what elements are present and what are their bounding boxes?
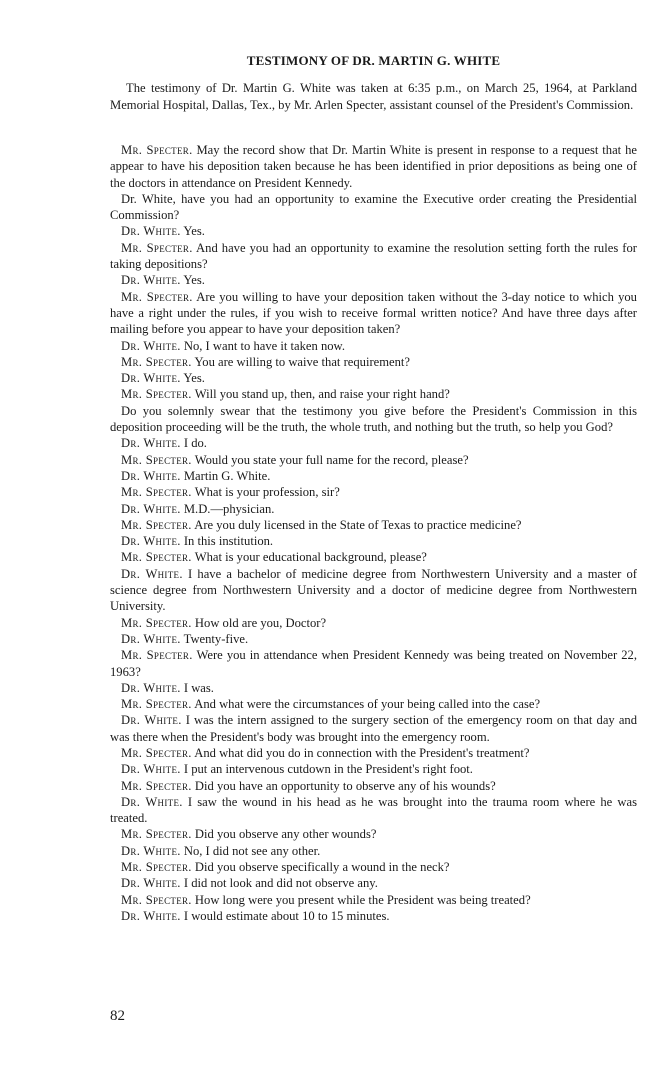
- speech-text: And what did you do in connection with the President's treatment?: [194, 745, 530, 760]
- testimony-paragraph: [110, 289, 637, 338]
- speech-text: How long were you present while the President was being treated?: [194, 892, 531, 907]
- speech-text: Yes.: [183, 224, 205, 239]
- testimony-paragraph: [110, 859, 637, 875]
- speech-text: What is your profession, sir?: [194, 485, 340, 500]
- testimony-paragraph: [110, 566, 637, 615]
- testimony-paragraph: [110, 240, 637, 273]
- speaker-name: Mr. Specter.: [121, 648, 193, 663]
- speech-text: I saw the wound in his head as he was brought into the trauma room where he was treated.: [110, 794, 637, 826]
- speaker-name: Dr. White.: [121, 566, 183, 581]
- testimony-paragraph: [110, 468, 637, 484]
- testimony-paragraph: [110, 354, 637, 370]
- testimony-paragraph: [110, 794, 637, 827]
- speaker-name: Dr. White.: [121, 713, 182, 728]
- speech-text: I do.: [183, 436, 207, 451]
- speaker-name: Dr. White.: [121, 338, 181, 353]
- speech-text: I did not look and did not observe any.: [183, 876, 378, 891]
- speaker-name: Mr. Specter.: [121, 615, 192, 630]
- testimony-paragraph: [110, 484, 637, 500]
- page-title: TESTIMONY OF DR. MARTIN G. WHITE: [246, 53, 501, 68]
- speaker-name: Dr. White.: [121, 843, 181, 858]
- speaker-name: Dr. White.: [121, 371, 181, 386]
- testimony-paragraph: [110, 338, 637, 354]
- testimony-paragraph: [110, 826, 637, 842]
- speech-text: Were you in attendance when President Kennedy was being treated on November 22, 1963?: [110, 648, 637, 679]
- speaker-name: Mr. Specter.: [121, 354, 192, 369]
- speaker-name: Mr. Specter.: [121, 778, 192, 793]
- speech-text: What is your educational background, please?: [194, 550, 427, 565]
- speech-text: Would you state your full name for the record, please?: [194, 452, 469, 467]
- speech-text: And what were the circumstances of your being called into the case?: [194, 697, 541, 712]
- testimony-paragraph: [110, 517, 637, 533]
- testimony-paragraph: [110, 875, 637, 891]
- testimony-paragraph: [110, 843, 637, 859]
- speaker-name: Dr. White.: [121, 224, 181, 239]
- testimony-paragraph: [110, 370, 637, 386]
- speech-text: Did you observe any other wounds?: [194, 827, 377, 842]
- testimony-paragraph: [110, 712, 637, 745]
- page-number: 82: [110, 1008, 125, 1024]
- testimony-paragraph: [110, 452, 637, 468]
- intro-paragraph: The testimony of Dr. Martin G. White was taken at 6:35 p.m., on March 25, 1964, at Parkland Memorial Hospital, Dallas, Tex., by Mr. Arlen Specter, assistant counsel of the President's Commission.: [110, 81, 637, 112]
- testimony-paragraph: [110, 647, 637, 680]
- speech-text: May the record show that Dr. Martin White is present in response to a request that he appear to have his deposition taken because he has been identified in prior depositions as being one of the doctors in attendance on President Kennedy.: [110, 143, 637, 190]
- speaker-name: Dr. White.: [121, 908, 181, 923]
- testimony-paragraph: [110, 272, 637, 288]
- speaker-name: Dr. White.: [121, 273, 181, 288]
- testimony-paragraph: [110, 680, 637, 696]
- speaker-name: Mr. Specter.: [121, 289, 193, 304]
- testimony-paragraph: [110, 403, 637, 436]
- speaker-name: Mr. Specter.: [121, 827, 192, 842]
- speaker-name: Mr. Specter.: [121, 387, 192, 402]
- speaker-name: Dr. White.: [121, 436, 181, 451]
- speech-text: Yes.: [183, 273, 205, 288]
- testimony-paragraph: [110, 533, 637, 549]
- speech-text: I was.: [183, 680, 214, 695]
- testimony-paragraph: [110, 615, 637, 631]
- speaker-name: Dr. White.: [121, 501, 181, 516]
- testimony-paragraph: [110, 435, 637, 451]
- speaker-name: Mr. Specter.: [121, 240, 193, 255]
- speaker-name: Dr. White.: [121, 794, 183, 809]
- speaker-name: Dr. White.: [121, 534, 181, 549]
- speaker-name: Mr. Specter.: [121, 860, 192, 875]
- testimony-paragraph: [110, 778, 637, 794]
- testimony-paragraph: [110, 631, 637, 647]
- testimony-paragraph: [110, 223, 637, 239]
- speech-text: Martin G. White.: [183, 468, 271, 483]
- testimony-paragraph: [110, 745, 637, 761]
- speech-text: Will you stand up, then, and raise your right hand?: [194, 387, 450, 402]
- speaker-name: Mr. Specter.: [121, 485, 192, 500]
- testimony-paragraph: [110, 908, 637, 924]
- testimony-paragraph: [110, 191, 637, 224]
- speaker-name: Mr. Specter.: [121, 517, 192, 532]
- speaker-name: Dr. White.: [121, 876, 181, 891]
- testimony-paragraph: [110, 696, 637, 712]
- speech-text: Twenty-five.: [183, 631, 249, 646]
- speaker-name: Mr. Specter.: [121, 892, 192, 907]
- speech-text: Are you duly licensed in the State of Texas to practice medicine?: [194, 517, 522, 532]
- speaker-name: Dr. White.: [121, 680, 181, 695]
- speaker-name: Mr. Specter.: [121, 452, 192, 467]
- testimony-paragraph: [110, 501, 637, 517]
- speaker-name: Mr. Specter.: [121, 143, 193, 157]
- speech-text: Dr. White, have you had an opportunity to examine the Executive order creating the Presidential Commission?: [110, 191, 637, 223]
- speech-text: Did you observe specifically a wound in the neck?: [194, 860, 450, 875]
- speech-text: I would estimate about 10 to 15 minutes.: [183, 908, 390, 923]
- speech-text: You are willing to waive that requirement?: [194, 354, 411, 369]
- speaker-name: Dr. White.: [121, 631, 181, 646]
- testimony-paragraph: [110, 892, 637, 908]
- testimony-paragraph: [110, 761, 637, 777]
- speech-text: M.D.—physician.: [183, 501, 275, 516]
- speaker-name: Dr. White.: [121, 468, 181, 483]
- speech-text: In this institution.: [183, 534, 274, 549]
- speech-text: I was the intern assigned to the surgery section of the emergency room on that day and was there when the President's body was brought into the emergency room.: [110, 713, 637, 744]
- speech-text: And have you had an opportunity to examine the resolution setting forth the rules for taking depositions?: [110, 240, 637, 272]
- testimony-body: [110, 142, 637, 924]
- testimony-paragraph: [110, 549, 637, 565]
- speech-text: No, I want to have it taken now.: [183, 338, 345, 353]
- speaker-name: Mr. Specter.: [121, 745, 192, 760]
- speech-text: I have a bachelor of medicine degree from Northwestern University and a master of science degree from Northwestern University and a doctor of medicine degree from Northwestern University.: [110, 566, 637, 614]
- speaker-name: Mr. Specter.: [121, 550, 192, 565]
- speech-text: No, I did not see any other.: [183, 843, 321, 858]
- speech-text: I put an intervenous cutdown in the President's right foot.: [183, 762, 473, 777]
- testimony-paragraph: [110, 386, 637, 402]
- speaker-name: Dr. White.: [121, 762, 181, 777]
- speaker-name: Mr. Specter.: [121, 697, 192, 712]
- speech-text: Yes.: [183, 371, 205, 386]
- speech-text: Do you solemnly swear that the testimony you give before the President's Commission in this deposition proceeding will be the truth, the whole truth, and nothing but the truth, so help you God?: [110, 403, 637, 435]
- speech-text: How old are you, Doctor?: [194, 615, 327, 630]
- testimony-paragraph: [110, 142, 637, 191]
- speech-text: Did you have an opportunity to observe any of his wounds?: [194, 778, 496, 793]
- speech-text: Are you willing to have your deposition taken without the 3-day notice to which you have a right under the rules, if you wish to receive formal written notice? And have three days after mailing before you appear to have your deposition taken?: [110, 289, 637, 337]
